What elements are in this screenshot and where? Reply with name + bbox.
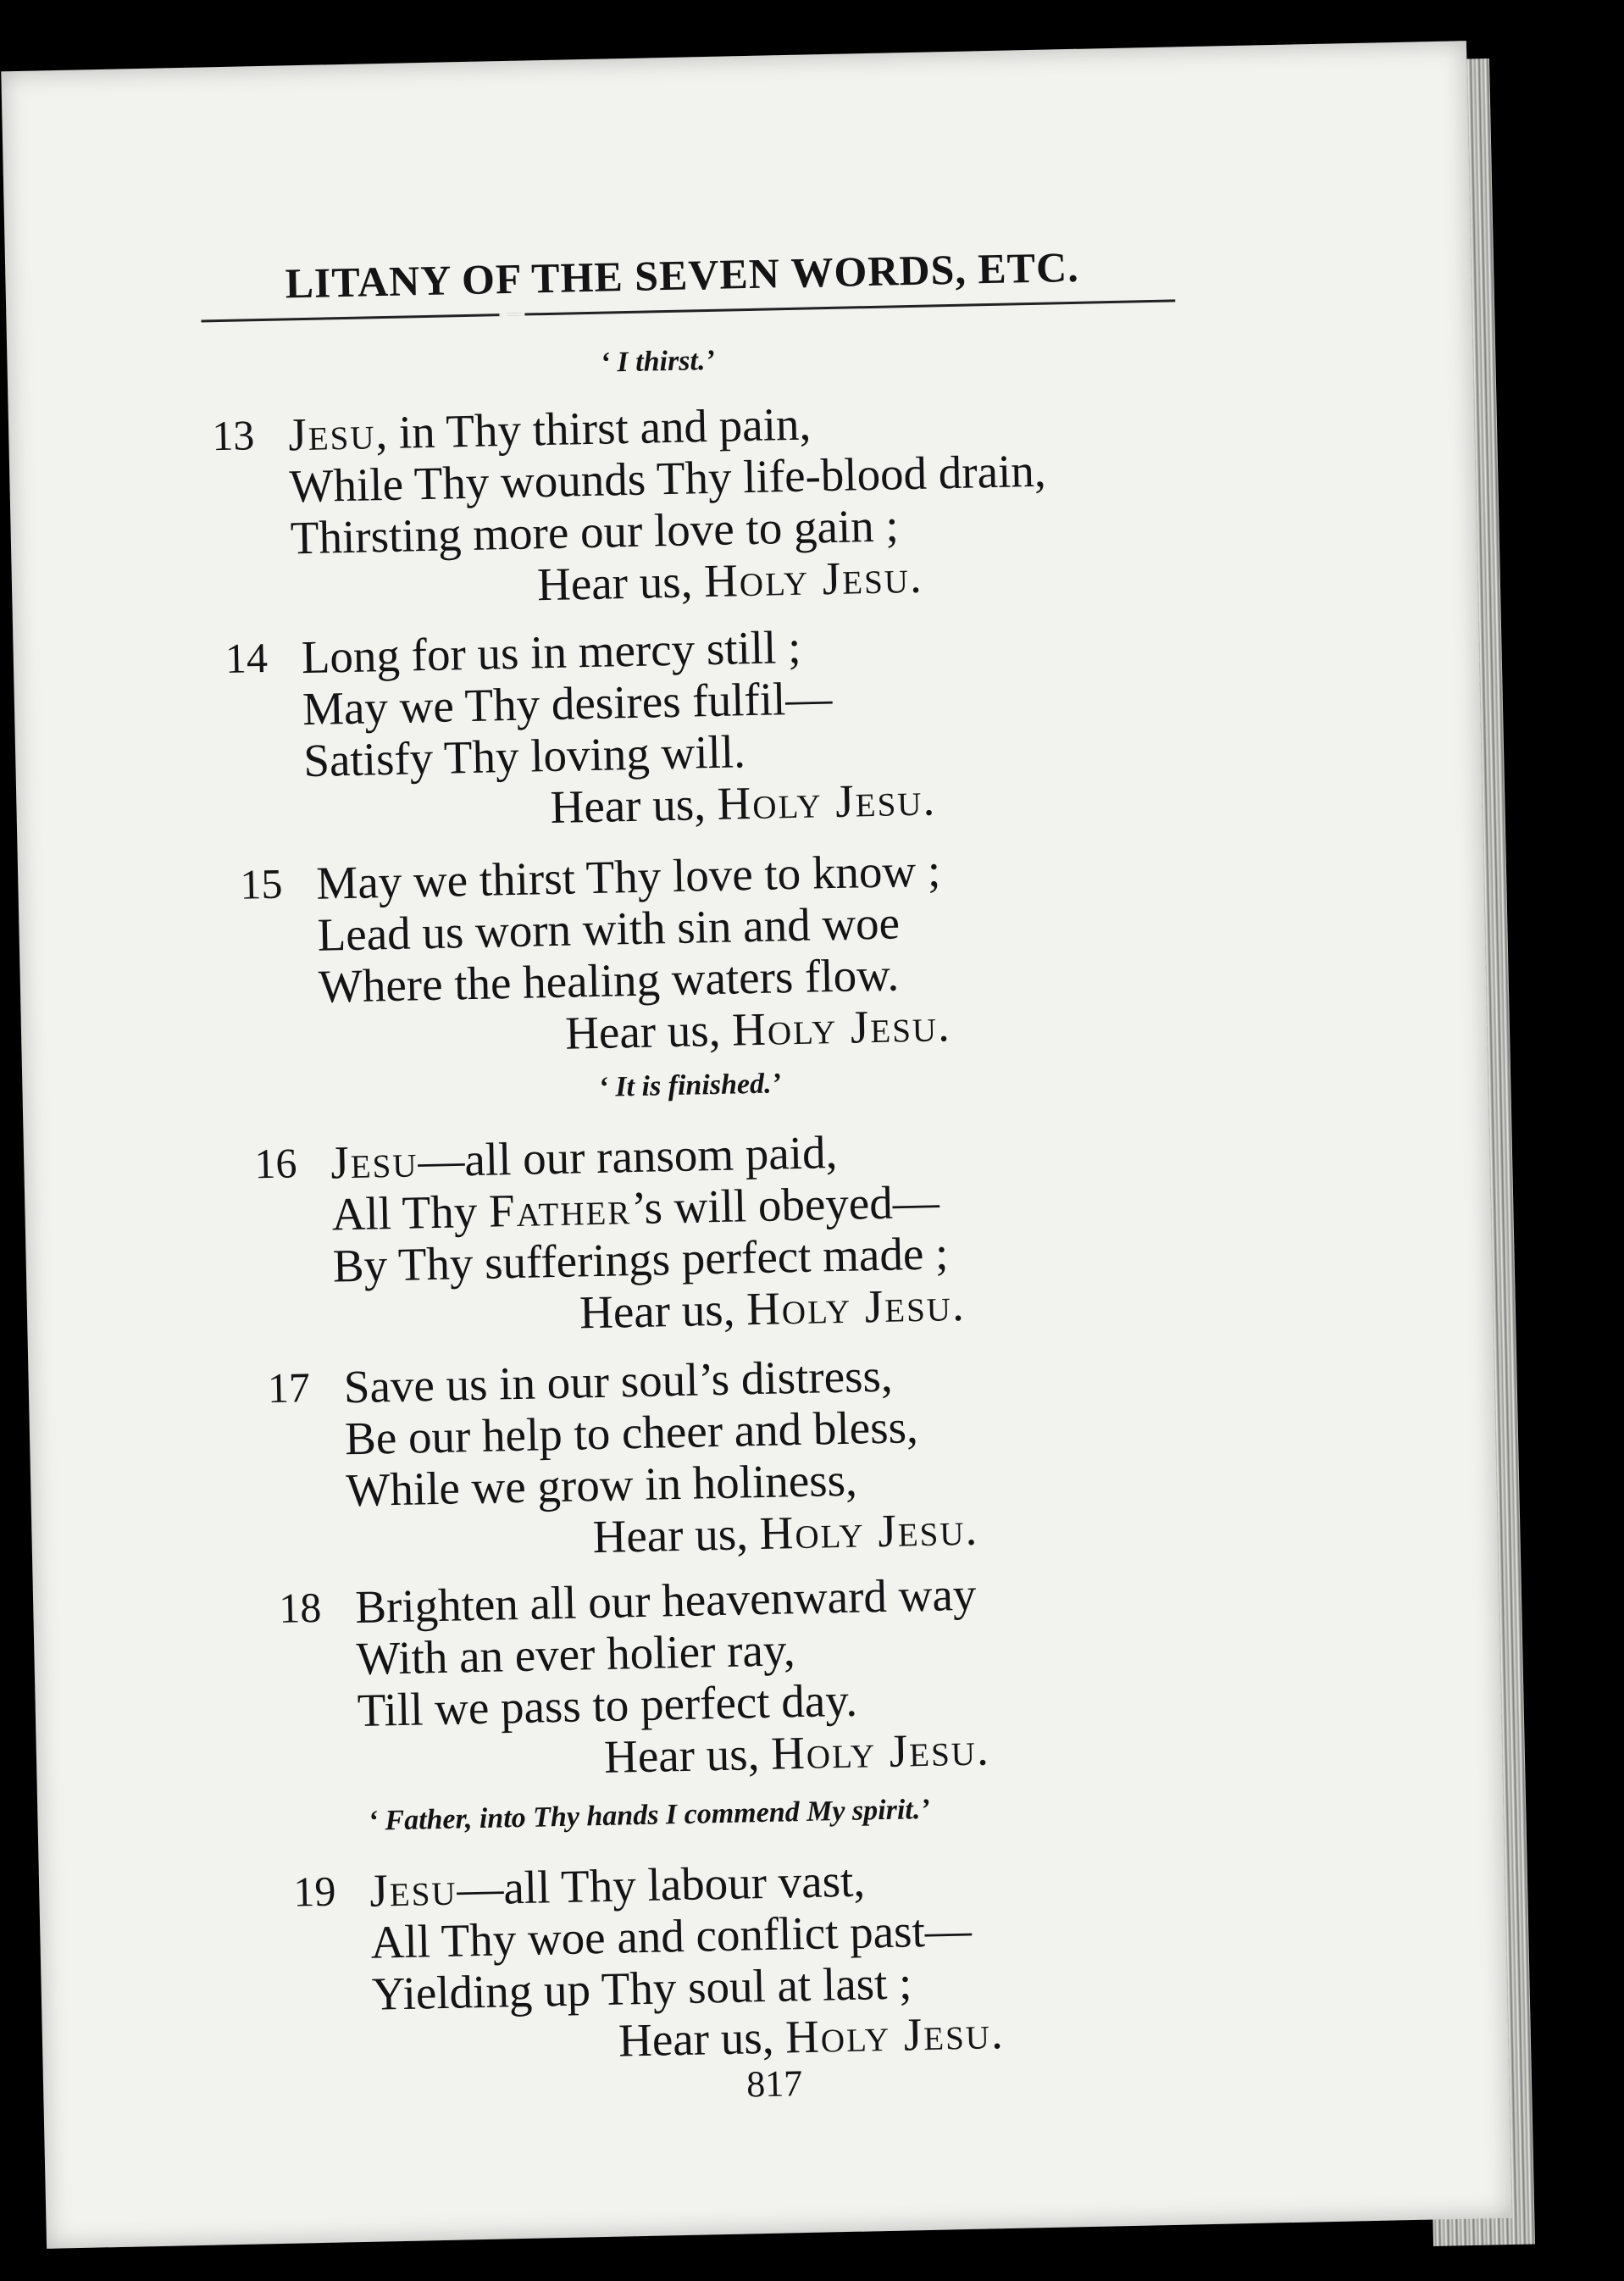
stanza-line-1: Jesu—all our ransom paid, — [330, 1126, 838, 1189]
section-heading-father-into-thy-hands: ‘ Father, into Thy hands I commend My spirit.’ — [368, 1793, 930, 1837]
stanza-line-3: Yielding up Thy soul at last ; — [371, 1956, 912, 2020]
stanza-line-1: May we thirst Thy love to know ; — [315, 844, 941, 909]
stanza-line-3: Till we pass to perfect day. — [357, 1673, 858, 1737]
stanza-refrain: Hear us, Holy Jesu. — [603, 1723, 991, 1783]
stanza-refrain: Hear us, Holy Jesu. — [536, 550, 924, 611]
stanza-number: 14 — [224, 633, 269, 683]
stanza-refrain: Hear us, Holy Jesu. — [579, 1278, 967, 1339]
stanza-line-3: Where the healing waters flow. — [318, 948, 900, 1013]
stanza-refrain: Hear us, Holy Jesu. — [592, 1502, 979, 1563]
stanza-line-2: Lead us worn with sin and woe — [317, 896, 901, 961]
stanza-number: 16 — [253, 1139, 297, 1188]
section-heading-it-is-finished: ‘ It is finished.’ — [598, 1068, 782, 1103]
stanza-number: 18 — [278, 1583, 322, 1632]
stanza-line-1: Long for us in mercy still ; — [301, 620, 801, 684]
stanza-number: 15 — [239, 859, 284, 908]
stanza-line-2: Be our help to cheer and bless, — [344, 1401, 919, 1465]
stanza-line-2: May we Thy desires fulfil— — [302, 672, 833, 735]
stanza-number: 19 — [292, 1867, 336, 1916]
stanza-line-1: Jesu, in Thy thirst and pain, — [287, 397, 812, 461]
stanza-refrain: Hear us, Holy Jesu. — [564, 999, 952, 1059]
stanza-line-3: Satisfy Thy loving will. — [302, 725, 746, 787]
stanza-line-2: With an ever holier ray, — [355, 1623, 796, 1685]
stanza-line-3: While we grow in holiness, — [345, 1453, 858, 1517]
stanza-refrain: Hear us, Holy Jesu. — [618, 2006, 1006, 2067]
stanza-line-3: By Thy sufferings perfect made ; — [332, 1227, 949, 1292]
stanza-line-2: All Thy woe and conflict past— — [369, 1903, 973, 1968]
stanza-line-1: Brighten all our heavenward way — [354, 1568, 977, 1634]
section-heading-i-thirst: ‘ I thirst.’ — [600, 344, 716, 379]
stanza-line-3: Thirsting more our love to gain ; — [290, 499, 900, 564]
stanza-line-2: All Thy Father’s will obeyed— — [330, 1175, 940, 1240]
page-number: 817 — [745, 2062, 803, 2106]
stanza-number: 13 — [211, 411, 255, 460]
book-page — [1, 41, 1511, 2249]
stanza-number: 17 — [267, 1363, 311, 1412]
stanza-refrain: Hear us, Holy Jesu. — [549, 773, 937, 834]
running-head: LITANY OF THE SEVEN WORDS, ETC. — [285, 242, 1080, 308]
stanza-line-1: Save us in our soul’s distress, — [343, 1349, 894, 1413]
stanza-line-1: Jesu—all Thy labour vast, — [369, 1854, 866, 1917]
stanza-line-2: While Thy wounds Thy life-blood drain, — [288, 444, 1047, 513]
